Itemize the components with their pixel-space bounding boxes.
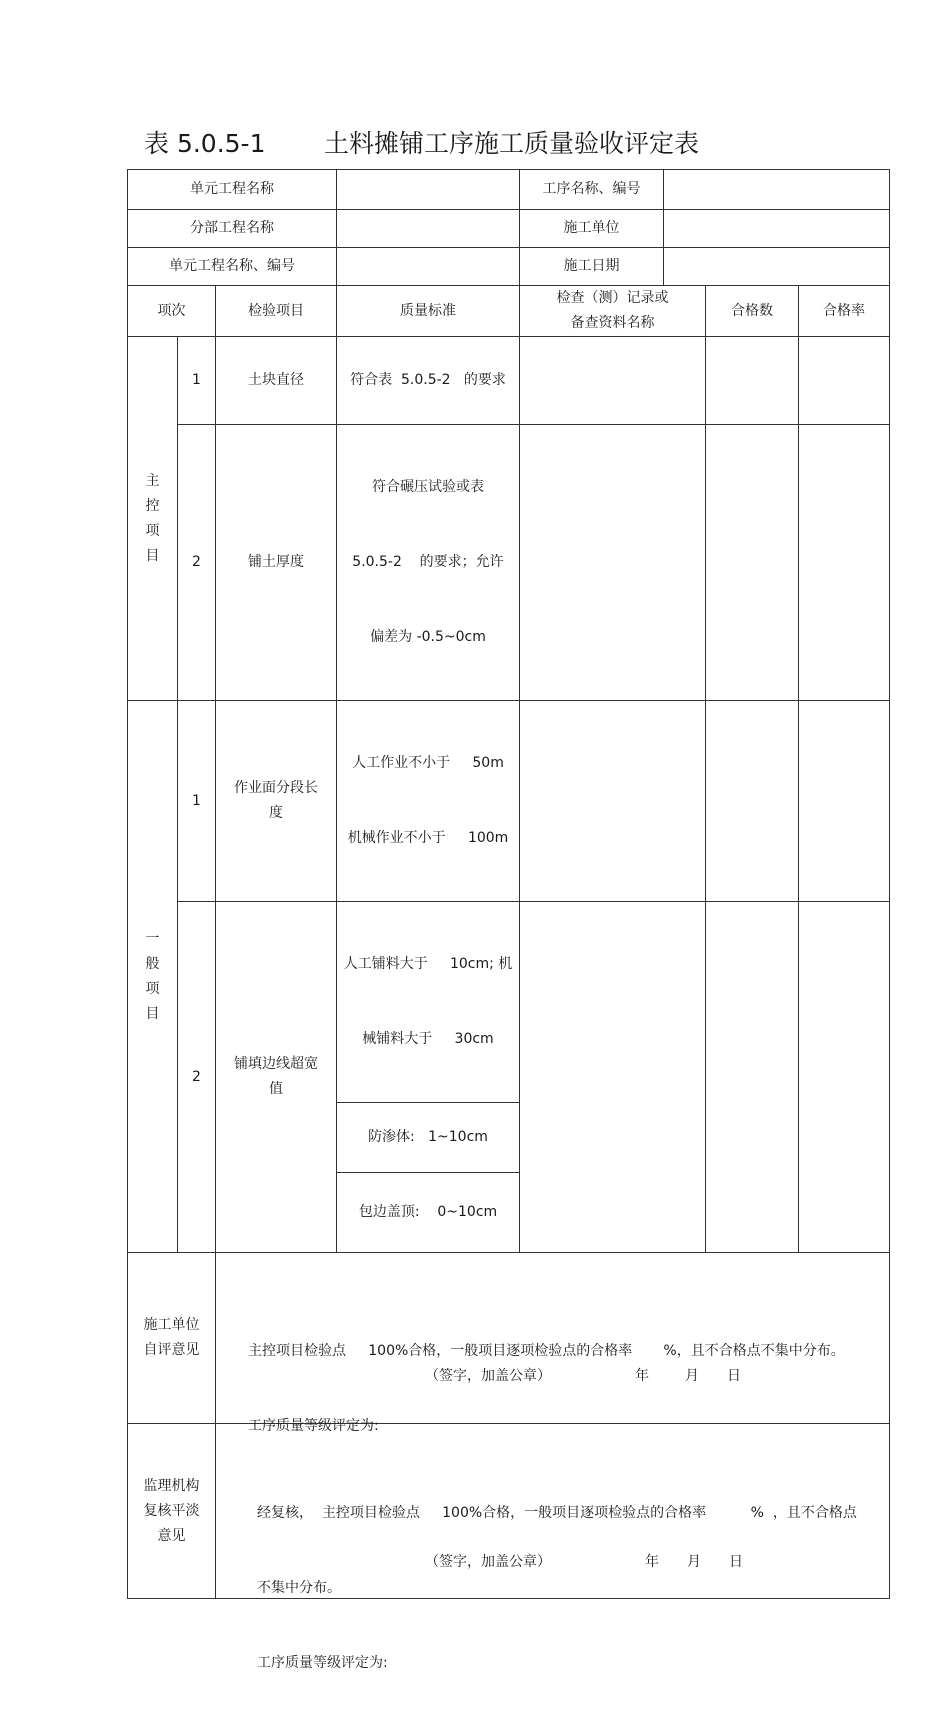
year-label: 年	[645, 1554, 659, 1570]
unit-project-no-value-cell[interactable]	[337, 248, 520, 286]
pass-rate-cell[interactable]	[799, 902, 890, 1253]
page-title	[144, 124, 699, 160]
record-header	[520, 286, 706, 337]
supervision-row	[128, 1424, 890, 1599]
unit-project-label: 单元工程名称	[128, 170, 337, 210]
column-header-row	[128, 286, 890, 337]
self-evaluation-row	[128, 1253, 890, 1424]
header-row-1	[128, 170, 890, 210]
pass-count-cell[interactable]	[706, 701, 799, 902]
supervision-line2: 不集中分布。	[257, 1580, 341, 1596]
item-number: 1	[178, 337, 216, 425]
inspection-item-name: 铺填边线超宽 值	[216, 902, 337, 1253]
general-row-2a	[128, 902, 890, 1103]
supervision-opinion[interactable]	[216, 1424, 890, 1671]
signature-stamp-text: （签字，加盖公章）	[425, 1368, 551, 1384]
quality-standard-text: 符合碾压试验或表 5.0.5-2 的要求；允许 偏差为 -0.5~0cm	[337, 425, 520, 701]
process-label: 工序名称、编号	[520, 170, 664, 210]
table-number: 表 5.0.5-1	[144, 129, 266, 158]
signature-stamp-text: （签字，加盖公章）	[425, 1554, 551, 1570]
item-number: 2	[178, 425, 216, 701]
inspection-item-name: 铺土厚度	[216, 425, 337, 701]
supervision-line3: 工序质量等级评定为:	[257, 1655, 388, 1671]
construction-date-value-cell[interactable]	[664, 248, 890, 286]
day-label: 日	[727, 1368, 741, 1384]
record-cell[interactable]	[520, 337, 706, 425]
sub-project-label: 分部工程名称	[128, 210, 337, 248]
unit-project-value-cell[interactable]	[337, 170, 520, 210]
pass-count-header: 合格数	[706, 286, 799, 337]
record-cell[interactable]	[520, 701, 706, 902]
item-no-header: 项次	[128, 286, 216, 337]
day-label: 日	[729, 1554, 743, 1570]
header-row-2	[128, 210, 890, 248]
item-number: 2	[178, 902, 216, 1253]
pass-rate-header: 合格率	[799, 286, 890, 337]
item-number: 1	[178, 701, 216, 902]
quality-standard-text: 防渗体: 1~10cm	[337, 1103, 520, 1173]
general-label: 一 般 项 目	[128, 701, 178, 1253]
self-evaluation-label: 施工单位 自评意见	[128, 1253, 216, 1424]
main-control-row-2	[128, 425, 890, 701]
supervision-label: 监理机构 复核平淡 意见	[128, 1424, 216, 1599]
pass-count-cell[interactable]	[706, 425, 799, 701]
main-control-label: 主 控 项 目	[128, 337, 178, 701]
sub-project-value-cell[interactable]	[337, 210, 520, 248]
record-header-line2: 备查资料名称	[570, 315, 655, 331]
main-control-row-1	[128, 337, 890, 425]
year-label: 年	[635, 1368, 649, 1384]
pass-count-cell[interactable]	[706, 902, 799, 1253]
table-name: 土料摊铺工序施工质量验收评定表	[324, 129, 700, 158]
quality-standard-header: 质量标准	[337, 286, 520, 337]
inspection-item-header: 检验项目	[216, 286, 337, 337]
record-cell[interactable]	[520, 425, 706, 701]
general-row-1	[128, 701, 890, 902]
self-eval-line2: 工序质量等级评定为:	[248, 1418, 379, 1434]
construction-unit-label: 施工单位	[520, 210, 664, 248]
pass-rate-cell[interactable]	[799, 337, 890, 425]
inspection-item-name: 作业面分段长 度	[216, 701, 337, 902]
self-evaluation-opinion[interactable]	[216, 1253, 890, 1434]
quality-evaluation-form	[127, 169, 890, 1671]
supervision-line1: 经复核， 主控项目检验点 100%合格，一般项目逐项检验点的合格率 % ，且不合格点	[257, 1505, 857, 1521]
construction-unit-value-cell[interactable]	[664, 210, 890, 248]
quality-standard-text: 人工铺料大于 10cm; 机 械铺料大于 30cm	[337, 902, 520, 1103]
quality-standard-text: 包边盖顶: 0~10cm	[337, 1173, 520, 1253]
process-value-cell[interactable]	[664, 170, 890, 210]
pass-count-cell[interactable]	[706, 337, 799, 425]
quality-standard-text: 符合表 5.0.5-2 的要求	[337, 337, 520, 425]
month-label: 月	[687, 1554, 701, 1570]
header-row-3	[128, 248, 890, 286]
pass-rate-cell[interactable]	[799, 425, 890, 701]
construction-date-label: 施工日期	[520, 248, 664, 286]
record-cell[interactable]	[520, 902, 706, 1253]
inspection-item-name: 土块直径	[216, 337, 337, 425]
unit-project-no-label: 单元工程名称、编号	[128, 248, 337, 286]
self-eval-line1: 主控项目检验点 100%合格，一般项目逐项检验点的合格率 %，且不合格点不集中分布。	[248, 1343, 845, 1359]
month-label: 月	[685, 1368, 699, 1384]
record-header-line1: 检查（测）记录或	[556, 290, 669, 306]
pass-rate-cell[interactable]	[799, 701, 890, 902]
quality-standard-text: 人工作业不小于 50m 机械作业不小于 100m	[337, 701, 520, 902]
